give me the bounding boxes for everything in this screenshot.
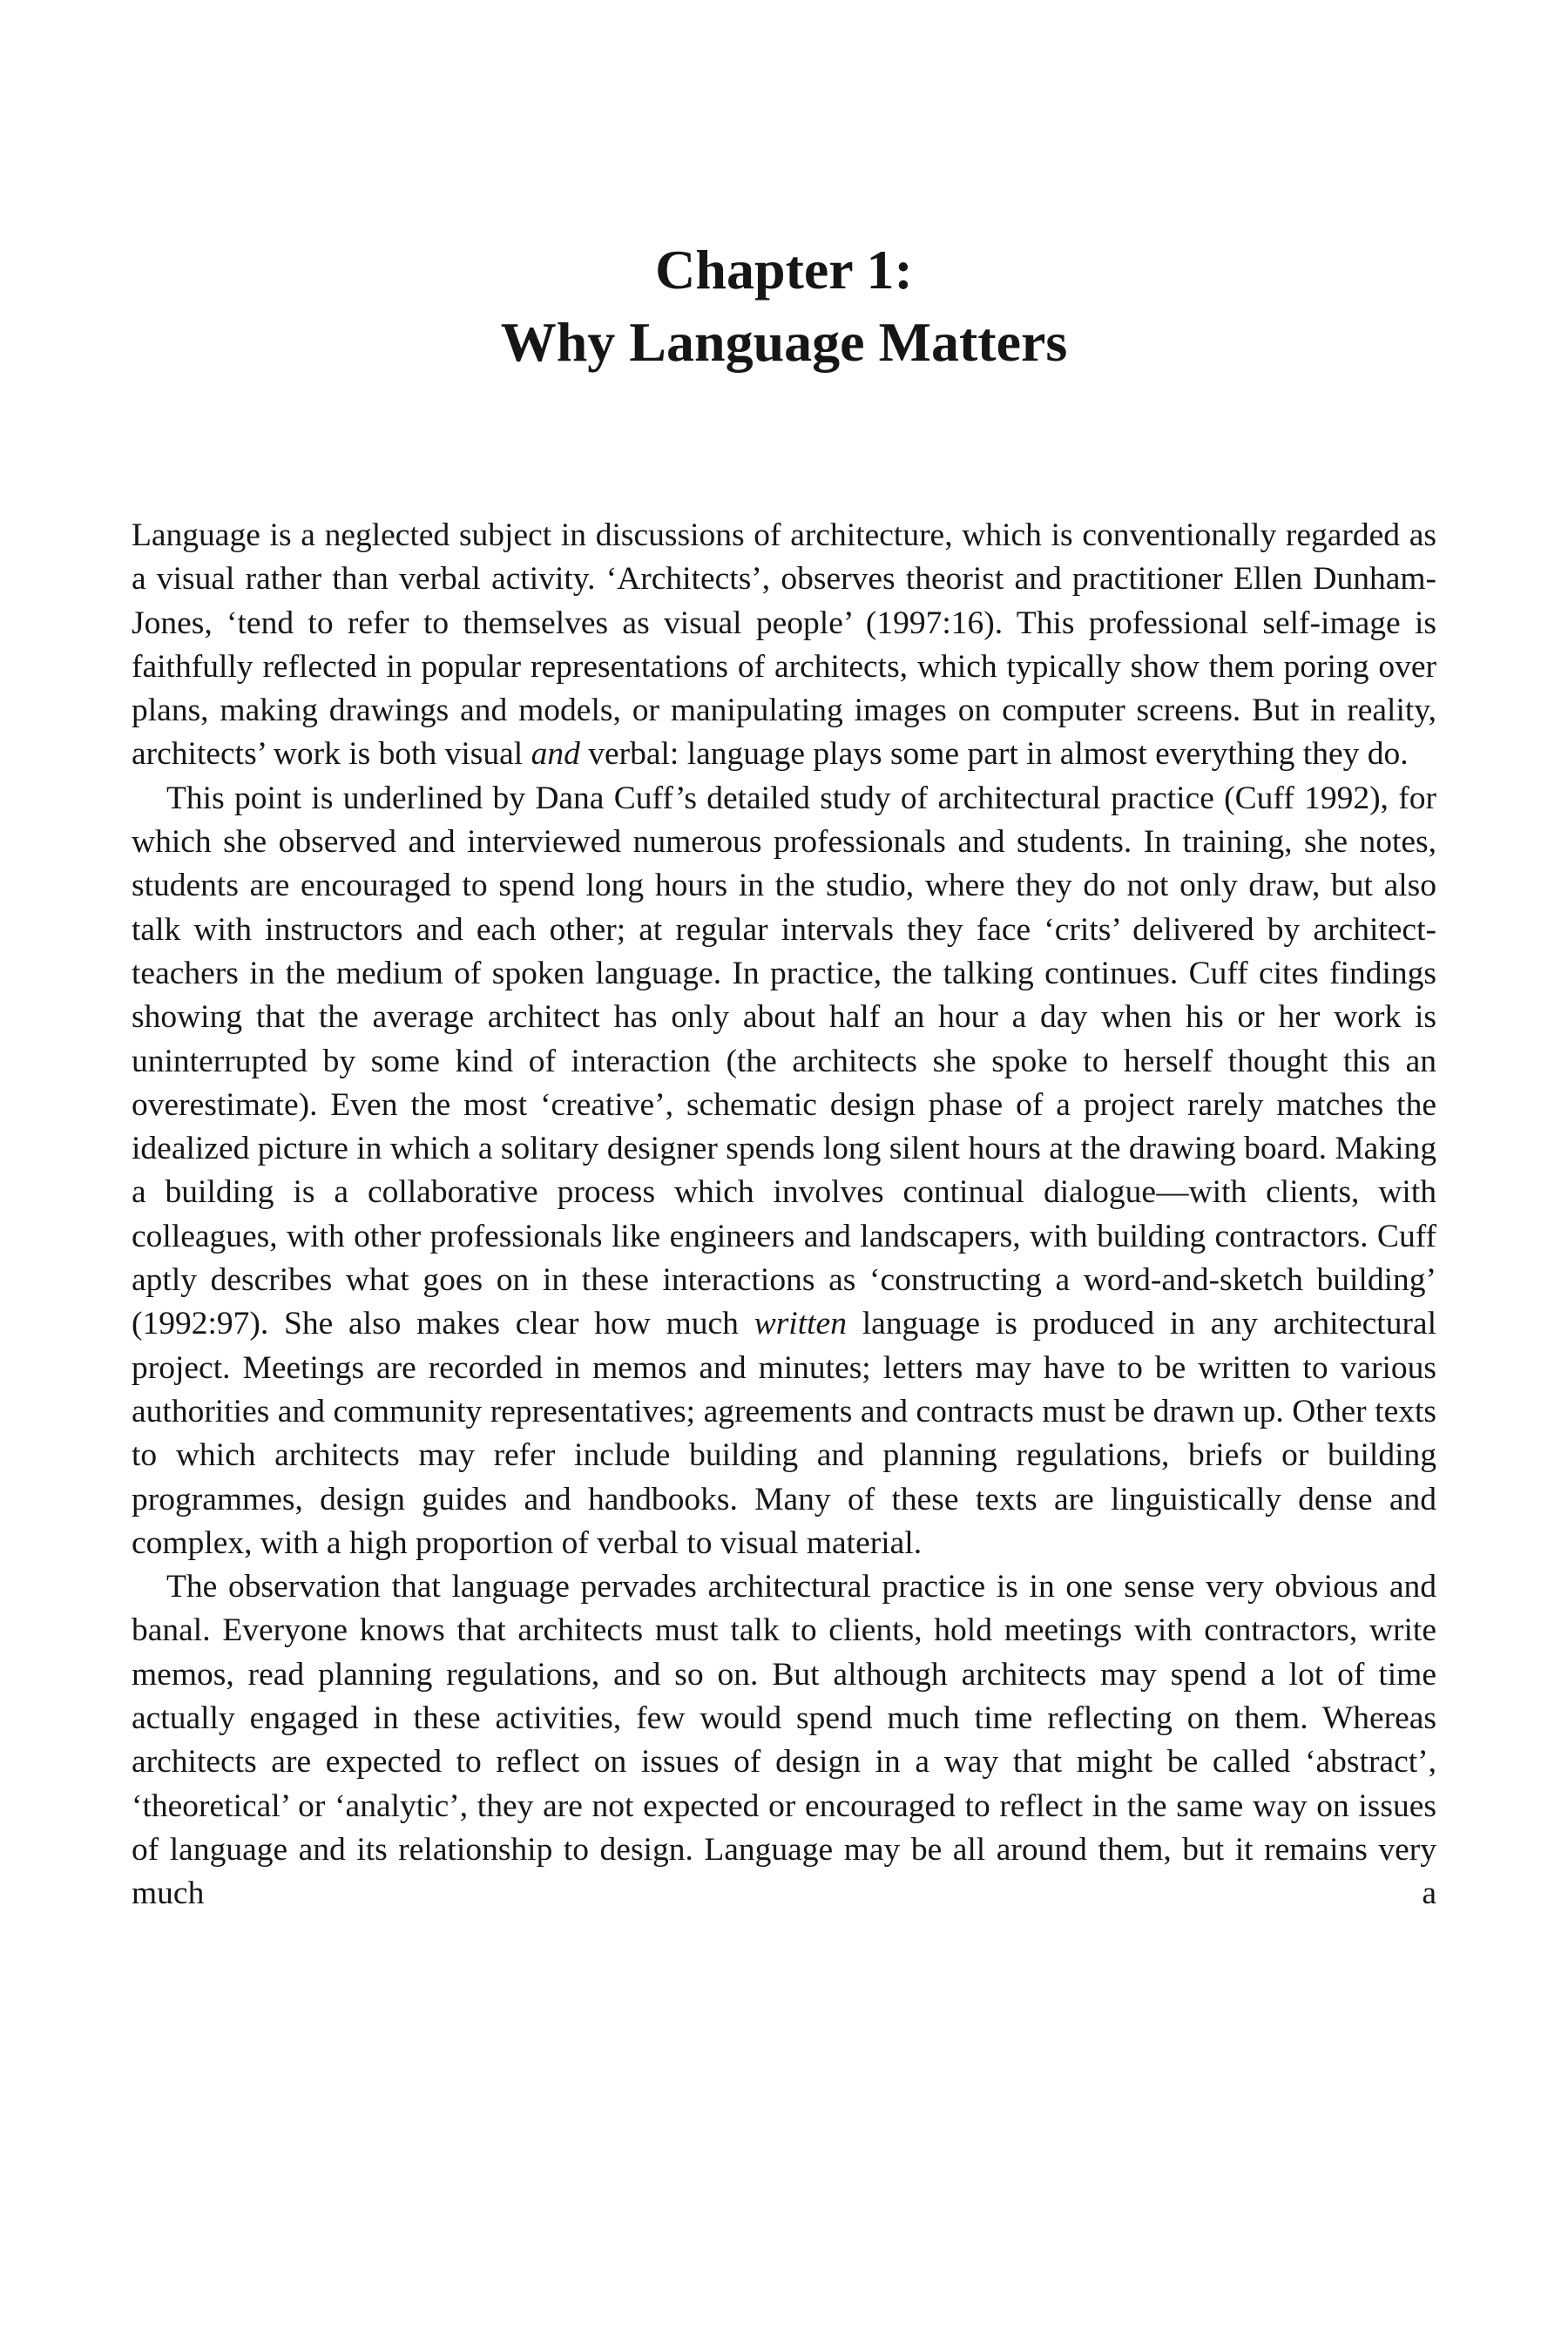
chapter-heading bbox=[0, 233, 1568, 378]
paragraph-2 bbox=[132, 777, 1436, 1565]
paragraph-1 bbox=[132, 514, 1436, 777]
paragraph-2-text-b: language is produced in any architectural project. Meetings are recorded in memos and minutes; letters may have to be written to various authorities and community representatives; agreements and contracts must be drawn up. Other texts to which architects may refer include building and planning regulations, briefs or building programmes, design guides and handbooks. Many of these texts are linguistically dense and complex, with a high proportion of verbal to visual material. bbox=[132, 1306, 1436, 1561]
chapter-label: Chapter 1: bbox=[655, 239, 913, 301]
paragraph-2-emphasis: written bbox=[754, 1306, 847, 1342]
chapter-body bbox=[132, 514, 1436, 1916]
chapter-title: Why Language Matters bbox=[500, 311, 1068, 373]
paragraph-1-text-a: Language is a neglected subject in discussions of architecture, which is conventionally regarded as a visual rather than verbal activity. ‘Architects’, observes theorist and practitioner Ellen Dunham-Jones, ‘tend to refer to themselves as visual people’ (1997:16). This professional self-image is faithfully reflected in popular representations of architects, which typically show them poring over plans, making drawings and models, or manipulating images on computer screens. But in reality, architects’ work is both visual bbox=[132, 517, 1436, 773]
paragraph-1-emphasis: and bbox=[531, 736, 580, 773]
paragraph-3 bbox=[132, 1565, 1436, 1916]
paragraph-3-text: The observation that language pervades architectural practice is in one sense very obvious and banal. Everyone knows that architects must talk to clients, hold meetings with contractors, write memos, read planning regulations, and so on. But although architects may spend a lot of time actually engaged in these activities, few would spend much time reflecting on them. Whereas architects are expected to reflect on issues of design in a way that might be called ‘abstract’, ‘theoretical’ or ‘analytic’, they are not expected or encouraged to reflect in the same way on issues of language and its relationship to design. Language may be all around them, but it remains very much a bbox=[132, 1569, 1436, 1912]
paragraph-2-text-a: This point is underlined by Dana Cuff’s detailed study of architectural practice (Cuff 1992), for which she observed and interviewed numerous professionals and students. In training, she notes, students are encouraged to spend long hours in the studio, where they do not only draw, but also talk with instructors and each other; at regular intervals they face ‘crits’ delivered by architect-teachers in the medium of spoken language. In practice, the talking continues. Cuff cites findings showing that the average architect has only about half an hour a day when his or her work is uninterrupted by some kind of interaction (the architects she spoke to herself thought this an overestimate). Even the most ‘creative’, schematic design phase of a project rarely matches the idealized picture in which a solitary designer spends long silent hours at the drawing board. Making a building is a collaborative process which involves continual dialogue—with clients, with colleagues, with other professionals like engineers and landscapers, with building contractors. Cuff aptly describes what goes on in these interactions as ‘constructing a word-and-sketch building’ (1992:97). She also makes clear how much bbox=[132, 780, 1436, 1342]
paragraph-1-text-b: verbal: language plays some part in almost everything they do. bbox=[579, 736, 1409, 773]
